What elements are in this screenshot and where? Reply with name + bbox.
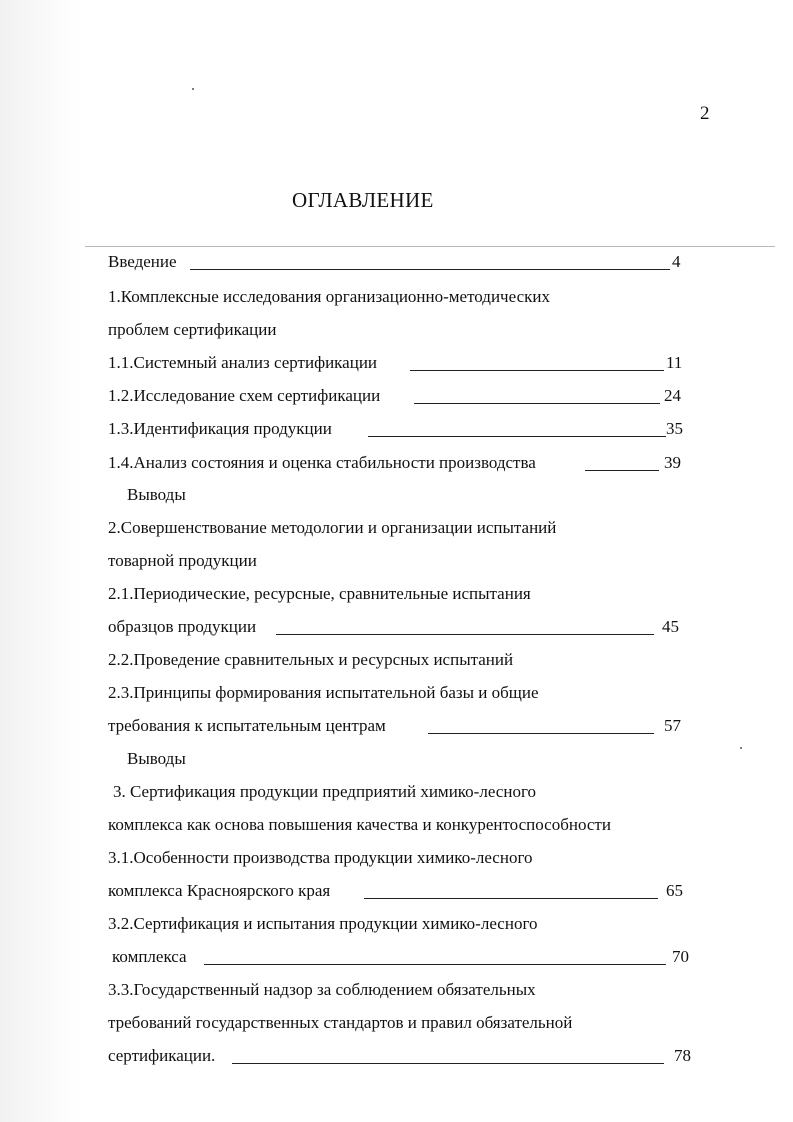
toc-leader [410, 370, 664, 371]
toc-entry-intro: Введение [108, 252, 177, 271]
toc-page-1-2: 24 [664, 386, 681, 405]
toc-entry-2-2: 2.2.Проведение сравнительных и ресурсных испытаний [108, 650, 514, 669]
toc-page-1-4: 39 [664, 453, 681, 472]
toc-conclusions-2: Выводы [127, 749, 186, 768]
toc-page-1-1: 11 [666, 353, 683, 372]
toc-page-2-1: 45 [662, 617, 679, 636]
toc-chapter-2-line2: товарной продукции [108, 551, 257, 570]
toc-entry-1-2: 1.2.Исследование схем сертификации [108, 386, 381, 405]
page-number: 2 [700, 103, 710, 124]
toc-page-3-3: 78 [674, 1046, 691, 1065]
page-title: ОГЛАВЛЕНИЕ [292, 188, 434, 212]
toc-entry-2-1-line1: 2.1.Периодические, ресурсные, сравнительные испытания [108, 584, 531, 603]
toc-chapter-1-line2: проблем сертификации [108, 320, 277, 339]
toc-chapter-3-line2: комплекса как основа повышения качества и конкурентоспособности [108, 815, 611, 834]
toc-entry-3-2-line1: 3.2.Сертификация и испытания продукции химико-лесного [108, 914, 538, 933]
toc-entry-3-2: комплекса [112, 947, 187, 966]
toc-entry-3-1-line1: 3.1.Особенности производства продукции химико-лесного [108, 848, 533, 867]
toc-page-1-3: 35 [666, 419, 683, 438]
toc-entry-3-3: сертификации. [108, 1046, 216, 1065]
toc-entry-3-3-line2: требований государственных стандартов и правил обязательной [108, 1013, 573, 1032]
toc-leader [368, 436, 666, 437]
toc-page-3-2: 70 [672, 947, 689, 966]
scan-speck [740, 747, 742, 749]
toc-entry-2-1: образцов продукции [108, 617, 257, 636]
toc-entry-2-3-line1: 2.3.Принципы формирования испытательной базы и общие [108, 683, 539, 702]
scan-speck [192, 88, 194, 90]
toc-entry-3-3-line1: 3.3.Государственный надзор за соблюдением обязательных [108, 980, 536, 999]
toc-chapter-2-line1: 2.Совершенствование методологии и организации испытаний [108, 518, 557, 537]
scan-shadow [0, 0, 82, 1122]
toc-entry-1-3: 1.3.Идентификация продукции [108, 419, 332, 438]
toc-page-3-1: 65 [666, 881, 683, 900]
scan-artifact-line [85, 246, 775, 247]
toc-leader [585, 470, 659, 471]
toc-entry-2-3: требования к испытательным центрам [108, 716, 386, 735]
toc-leader [204, 964, 666, 965]
toc-leader [190, 269, 670, 270]
toc-page-intro: 4 [672, 252, 681, 271]
toc-leader [276, 634, 654, 635]
toc-leader [364, 898, 658, 899]
toc-leader [414, 403, 660, 404]
toc-entry-1-4: 1.4.Анализ состояния и оценка стабильности производства [108, 453, 536, 472]
toc-entry-1-1: 1.1.Системный анализ сертификации [108, 353, 378, 372]
toc-conclusions-1: Выводы [127, 485, 186, 504]
toc-chapter-3-line1: 3. Сертификация продукции предприятий химико-лесного [113, 782, 536, 801]
toc-chapter-1-line1: 1.Комплексные исследования организационно-методических [108, 287, 550, 306]
toc-leader [428, 733, 654, 734]
toc-leader [232, 1063, 664, 1064]
toc-page-2-3: 57 [664, 716, 681, 735]
toc-entry-3-1: комплекса Красноярского края [108, 881, 331, 900]
